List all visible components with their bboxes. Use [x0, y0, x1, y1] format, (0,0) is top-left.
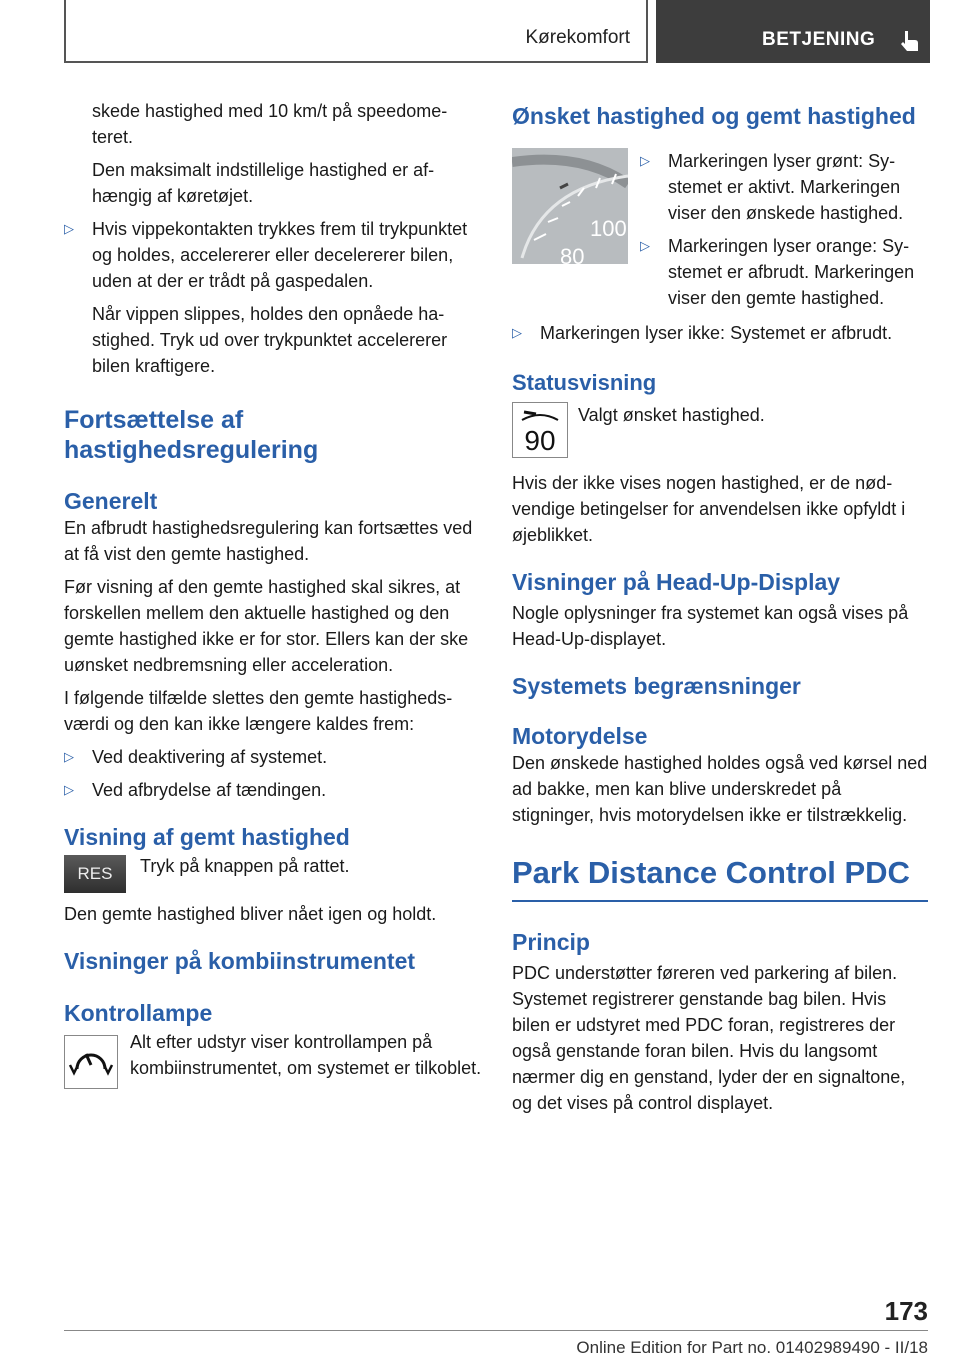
status-after-text: Hvis der ikke vises nogen hastighed, er de nødvendige betingelser for anvendelsen ikke opfyldt i øjeblikket.	[512, 473, 906, 545]
heading-generelt: Generelt	[64, 488, 158, 514]
heading-hud: Visninger på Head-Up-Display	[512, 569, 841, 595]
list-item-text: Ved deaktivering af systemet.	[92, 747, 328, 767]
res-after-text: Den gemte hastighed bliver nået igen og holdt.	[64, 904, 437, 924]
header-chapter-label: BETJENING	[762, 29, 876, 50]
list-item-text: Markeringen lyser grønt: Systemet er aktivt. Markeringen viser den ønskede hastighed.	[668, 151, 904, 223]
generelt-paragraph-2: Før visning af den gemte hastighed skal sikres, at forskellen mellem den aktuelle hastighed og den gemte hastighed ikke er for stor. Ellers kan der ske uønsket nedbremsning eller acceleration.	[64, 577, 469, 675]
heading-onsket: Ønsket hastighed og gemt hastighed	[512, 103, 916, 129]
page-number: 173	[884, 1296, 928, 1326]
status-speed-number: 90	[524, 425, 556, 456]
cont-paragraph-1: skede hastighed med 10 km/t på speedometeret.	[92, 101, 448, 147]
pointing-hand-icon	[898, 29, 920, 53]
list-item	[64, 777, 482, 803]
heading-princip: Princip	[512, 929, 590, 955]
heading-kontrollampe: Kontrollampe	[64, 1000, 213, 1026]
heading-kombi: Visninger på kombiinstrumentet	[64, 948, 416, 974]
header-section	[64, 0, 648, 63]
res-row	[64, 853, 482, 893]
list-item	[640, 233, 928, 311]
generelt-paragraph-1: En afbrudt hastighedsregulering kan fortsættes ved at få vist den gemte hastighed.	[64, 518, 473, 564]
heading-statusvisning: Statusvisning	[512, 370, 657, 395]
kontrol-text: Alt efter udstyr viser kontrollampen på kombiinstrumentet, om systemet er tilkoblet.	[130, 1032, 482, 1078]
gauge-row	[512, 148, 928, 318]
triangle-bullet-icon: ▷	[64, 749, 74, 764]
princip-text: PDC understøtter føreren ved parkering af bilen. Systemet registrerer genstande bag bilen. Hvis bilen er udstyret med PDC foran, registreres der også genstande foran bilen. Hvis du langsomt nærmer dig en genstand, lyder der en signaltone, og det vises på control displayet.	[512, 963, 906, 1113]
header-section-label: Kørekomfort	[525, 27, 630, 48]
footer-edition: Online Edition for Part no. 01402989490 - II/18	[576, 1338, 928, 1357]
gauge-label-100: 100	[590, 216, 627, 241]
res-button-icon	[64, 855, 126, 893]
left-column	[64, 98, 482, 1089]
speedometer-image	[512, 148, 628, 264]
right-column	[512, 98, 928, 1123]
list-item	[64, 744, 482, 770]
list-item	[640, 148, 928, 226]
res-label: RES	[77, 864, 113, 883]
list-item-text: Hvis vippekontakten trykkes frem til trykpunktet og holdes, accelererer eller decelererer bilen, uden at der er trådt på gaspedalen.	[92, 219, 468, 291]
list-item-text: Markeringen lyser orange: Systemet er afbrudt. Markeringen viser den gemte hastighed.	[668, 236, 915, 308]
motor-text: Den ønskede hastighed holdes også ved kørsel ned ad bakke, men kan blive underskredet på stigninger, hvis motorydelsen ikke er tilstrækkelig.	[512, 753, 928, 825]
triangle-bullet-icon: ▷	[64, 221, 74, 236]
list-item-text: Ved afbrydelse af tændingen.	[92, 780, 327, 800]
heading-motorydelse: Motorydelse	[512, 723, 648, 749]
heading-pdc: Park Distance Control PDC	[512, 854, 928, 902]
gauge-label-80: 80	[560, 244, 585, 264]
heading-visning: Visning af gemt hastighed	[64, 824, 350, 850]
set-speed-status-icon	[512, 402, 568, 458]
res-text: Tryk på knappen på rattet.	[140, 856, 350, 876]
generelt-paragraph-3: I følgende tilfælde slettes den gemte hastighedsværdi og den kan ikke længere kaldes frem:	[64, 688, 453, 734]
heading-fortsaettelse: Fortsættelse af hastighedsregulering	[64, 406, 319, 464]
triangle-bullet-icon: ▷	[64, 782, 74, 797]
footer-divider	[64, 1330, 928, 1331]
triangle-bullet-icon: ▷	[640, 153, 650, 168]
cont-paragraph-2: Den maksimalt indstillelige hastighed er afhængig af køretøjet.	[92, 160, 435, 206]
triangle-bullet-icon: ▷	[640, 238, 650, 253]
kontrol-row	[64, 1029, 482, 1089]
heading-begraensninger: Systemets begrænsninger	[512, 673, 801, 699]
cruise-control-lamp-icon	[64, 1035, 118, 1089]
list-item	[64, 216, 482, 294]
triangle-bullet-icon: ▷	[512, 325, 522, 340]
hud-text: Nogle oplysninger fra systemet kan også vises på Head-Up-displayet.	[512, 603, 909, 649]
header-chapter	[656, 0, 930, 63]
status-text: Valgt ønsket hastighed.	[578, 405, 765, 425]
bullet-continuation: Når vippen slippes, holdes den opnåede hastighed. Tryk ud over trykpunktet accelererer bilen kraftigere.	[92, 304, 448, 376]
status-row	[512, 402, 928, 458]
list-item-text: Markeringen lyser ikke: Systemet er afbrudt.	[540, 323, 893, 343]
list-item	[512, 320, 928, 346]
